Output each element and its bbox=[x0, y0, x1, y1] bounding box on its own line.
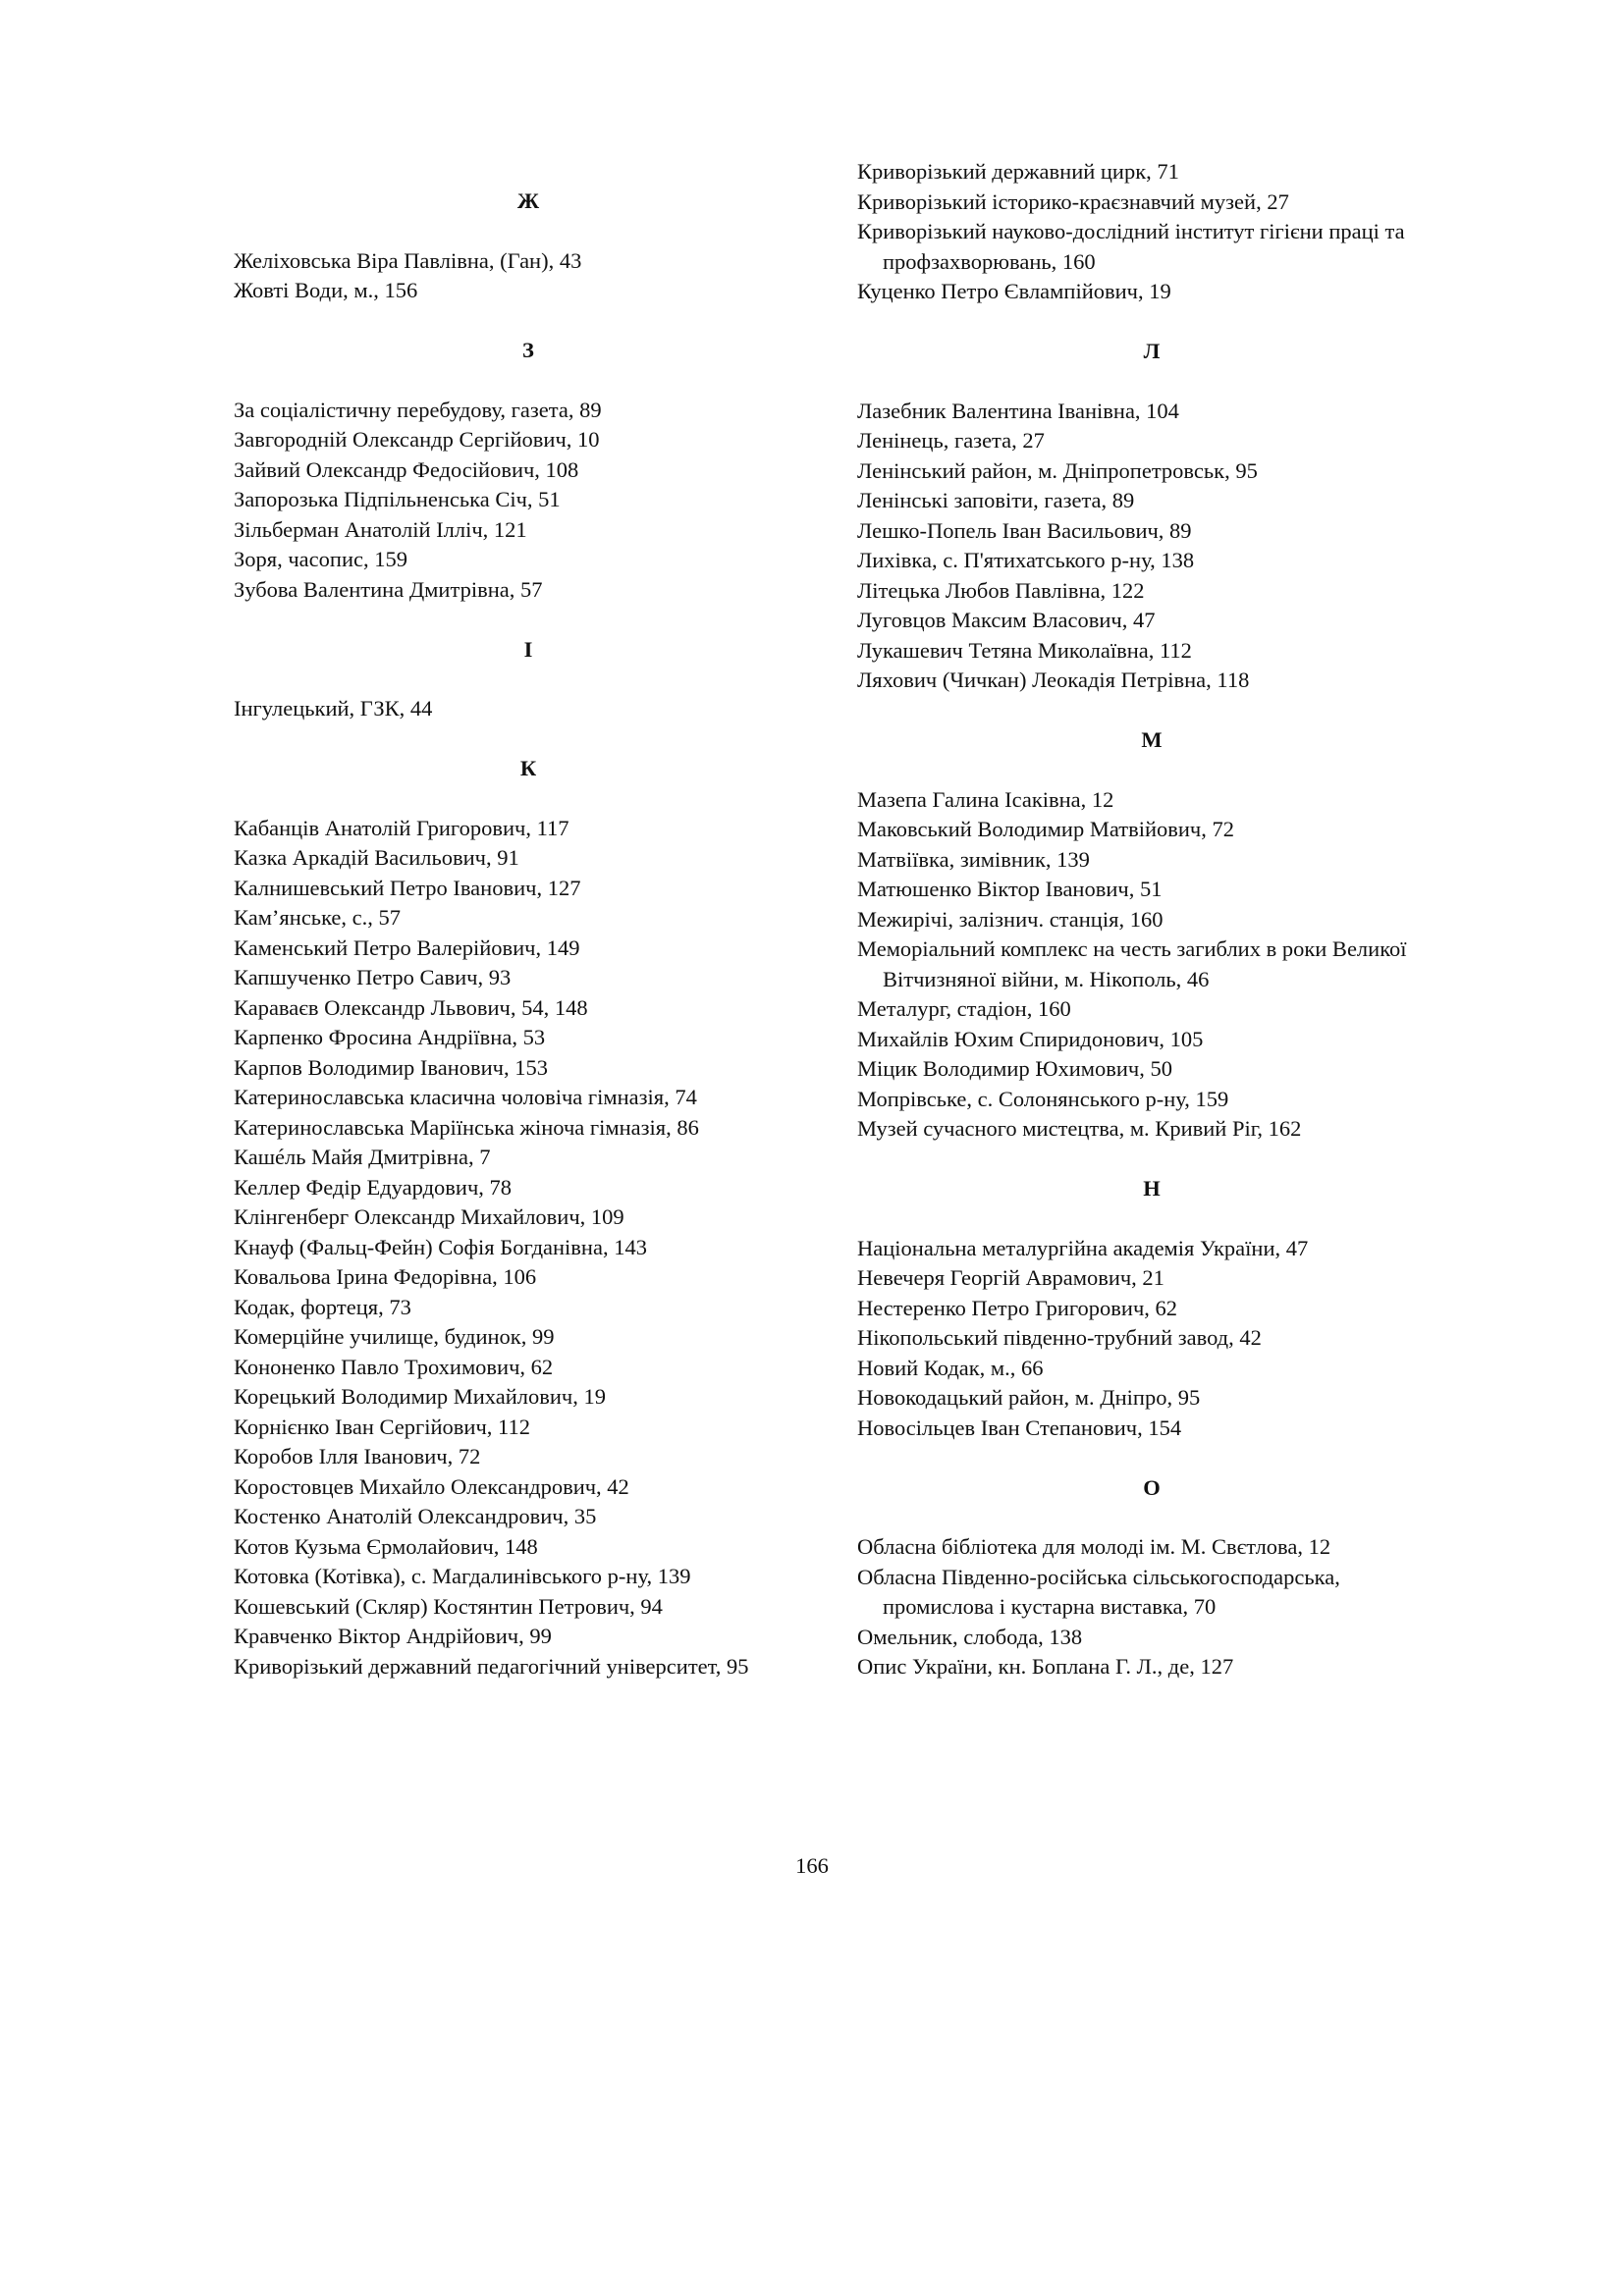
index-entry: Ковальова Ірина Федорівна, 106 bbox=[234, 1264, 537, 1289]
index-entry: Національна металургійна академія України, 47 bbox=[857, 1235, 1309, 1260]
index-entry: Каменський Петро Валерійович, 149 bbox=[234, 934, 580, 960]
index-entry: Корнієнко Іван Сергійович, 112 bbox=[234, 1414, 530, 1439]
index-entry: Лешко-Попель Іван Васильович, 89 bbox=[857, 517, 1192, 543]
index-entry: Катеринославська класична чоловіча гімназія, 74 bbox=[234, 1085, 697, 1109]
section-letter-heading: І bbox=[523, 636, 533, 662]
index-entry: Караваєв Олександр Львович, 54, 148 bbox=[234, 994, 588, 1020]
index-column-right bbox=[857, 157, 1446, 1712]
index-entry: Котовка (Котівка), с. Магдалинівського р-ну, 139 bbox=[234, 1564, 691, 1588]
index-entry: Нестеренко Петро Григорович, 62 bbox=[857, 1295, 1178, 1320]
index-entry: Опис України, кн. Боплана Г. Л., де, 127 bbox=[857, 1654, 1234, 1679]
page-number: 166 bbox=[795, 1853, 829, 1878]
index-entry: Меморіальний комплекс на честь загиблих в роки Великої Вітчизняної війни, м. Нікополь, 46 bbox=[857, 936, 1407, 991]
index-entry: Казка Аркадій Васильович, 91 bbox=[234, 845, 519, 870]
index-entry: Коробов Ілля Іванович, 72 bbox=[234, 1444, 481, 1468]
index-entry: Луговцов Максим Власович, 47 bbox=[857, 608, 1156, 632]
index-entry: Клінгенберг Олександр Михайлович, 109 bbox=[234, 1204, 624, 1229]
index-column-left bbox=[234, 187, 823, 1712]
index-entry: Карпов Володимир Іванович, 153 bbox=[234, 1054, 548, 1080]
index-entry-list bbox=[857, 1234, 1446, 1444]
index-entry: Зоря, часопис, 159 bbox=[234, 547, 407, 571]
index-entry: Калнишевський Петро Іванович, 127 bbox=[234, 875, 581, 900]
index-entry: Інгулецький, ГЗК, 44 bbox=[234, 696, 433, 721]
index-entry: Криворізький державний педагогічний університет, 95 bbox=[234, 1653, 749, 1679]
index-entry-list bbox=[234, 694, 823, 724]
index-entry: Ленінець, газета, 27 bbox=[857, 428, 1045, 453]
section-letter-heading: О bbox=[1143, 1474, 1161, 1500]
index-entry: Михайлів Юхим Спиридонович, 105 bbox=[857, 1026, 1204, 1051]
index-entry: Комерційне училище, будинок, 99 bbox=[234, 1324, 555, 1349]
index-entry-list bbox=[857, 785, 1446, 1145]
index-entry-list bbox=[857, 397, 1446, 696]
index-entry: Нікопольський південно-трубний завод, 42 bbox=[857, 1325, 1262, 1350]
index-entry: Маковський Володимир Матвійович, 72 bbox=[857, 817, 1234, 841]
index-entry: Куценко Петро Євлампійович, 19 bbox=[857, 279, 1171, 303]
index-entry: Новий Кодак, м., 66 bbox=[857, 1355, 1044, 1380]
index-entry: Невечеря Георгій Аврамович, 21 bbox=[857, 1265, 1164, 1290]
index-entry: Літецька Любов Павлівна, 122 bbox=[857, 577, 1145, 603]
index-entry: Лазебник Валентина Іванівна, 104 bbox=[857, 398, 1179, 423]
index-entry: Мазепа Галина Ісаківна, 12 bbox=[857, 786, 1114, 812]
index-entry: Новосільцев Іван Степанович, 154 bbox=[857, 1415, 1182, 1440]
index-entry: Кабанців Анатолій Григорович, 117 bbox=[234, 815, 569, 840]
index-entry: Запорозька Підпільненська Січ, 51 bbox=[234, 487, 561, 511]
section-letter-heading: З bbox=[522, 338, 534, 362]
index-entry: Новокодацький район, м. Дніпро, 95 bbox=[857, 1385, 1201, 1410]
index-entry: Кодак, фортеця, 73 bbox=[234, 1294, 411, 1319]
index-entry: Кам’янське, с., 57 bbox=[234, 905, 402, 930]
index-entry: Лихівка, с. П'ятихатського р-ну, 138 bbox=[857, 548, 1195, 572]
index-entry: Завгородній Олександр Сергійович, 10 bbox=[234, 427, 600, 452]
index-entry: Лукашевич Тетяна Миколаївна, 112 bbox=[857, 637, 1192, 663]
index-entry: Криворізький історико-краєзнавчий музей, 27 bbox=[857, 188, 1289, 214]
index-entry: Металург, стадіон, 160 bbox=[857, 996, 1071, 1021]
index-entry: Криворізький державний цирк, 71 bbox=[857, 159, 1179, 184]
index-entry: Желіховська Віра Павлівна, (Ган), 43 bbox=[234, 247, 582, 273]
index-entry: Ляхович (Чичкан) Леокадія Петрівна, 118 bbox=[857, 667, 1250, 692]
index-entry-list bbox=[234, 246, 823, 306]
index-entry-list bbox=[857, 157, 1446, 307]
index-entry: Келлер Федір Едуардович, 78 bbox=[234, 1174, 513, 1200]
index-entry: Кононенко Павло Трохимович, 62 bbox=[234, 1354, 554, 1379]
index-entry: Матюшенко Віктор Іванович, 51 bbox=[857, 877, 1163, 901]
index-entry: Кнауф (Фальц-Фейн) Софія Богданівна, 143 bbox=[234, 1234, 647, 1259]
index-entry: Зубова Валентина Дмитрівна, 57 bbox=[234, 576, 543, 602]
index-entry: Ленінські заповіти, газета, 89 bbox=[857, 488, 1135, 512]
index-entry: Жовті Води, м., 156 bbox=[234, 278, 418, 302]
index-entry: Межирічі, залізнич. станція, 160 bbox=[857, 906, 1164, 932]
index-entry: Криворізький науково-дослідний інститут гігієни праці та профзахворювань, 160 bbox=[857, 219, 1405, 274]
index-entry: Матвіївка, зимівник, 139 bbox=[857, 846, 1090, 872]
index-entry: За соціалістичну перебудову, газета, 89 bbox=[234, 397, 602, 422]
index-entry: Катеринославська Маріїнська жіноча гімназія, 86 bbox=[234, 1114, 699, 1140]
section-letter-heading: Ж bbox=[516, 188, 540, 213]
index-entry: Міцик Володимир Юхимович, 50 bbox=[857, 1056, 1172, 1081]
index-entry: Ленінський район, м. Дніпропетровськ, 95 bbox=[857, 457, 1258, 483]
section-letter-heading: Н bbox=[1143, 1176, 1161, 1201]
index-entry: Омельник, слобода, 138 bbox=[857, 1624, 1083, 1649]
index-entry: Кравченко Віктор Андрійович, 99 bbox=[234, 1624, 552, 1648]
index-entry: Коростовцев Михайло Олександрович, 42 bbox=[234, 1473, 629, 1499]
index-entry: Зайвий Олександр Федосійович, 108 bbox=[234, 456, 579, 482]
index-entry: Мопрівське, с. Солонянського р-ну, 159 bbox=[857, 1086, 1229, 1111]
index-entry: Котов Кузьма Єрмолайович, 148 bbox=[234, 1533, 538, 1559]
section-letter-heading: К bbox=[519, 756, 537, 780]
index-entry: Зільберман Анатолій Ілліч, 121 bbox=[234, 516, 527, 542]
index-entry: Музей сучасного мистецтва, м. Кривий Ріг, 162 bbox=[857, 1116, 1302, 1141]
index-entry-list bbox=[234, 814, 823, 1682]
index-entry: Карпенко Фросина Андріївна, 53 bbox=[234, 1025, 546, 1049]
index-entry: Обласна бібліотека для молоді ім. М. Свєтлова, 12 bbox=[857, 1534, 1331, 1559]
section-letter-heading: Л bbox=[1143, 339, 1161, 363]
index-entry: Обласна Південно-російська сільськогосподарська, промислова і кустарна виставка, 70 bbox=[857, 1564, 1340, 1619]
index-entry-list bbox=[857, 1532, 1446, 1682]
index-entry: Костенко Анатолій Олександрович, 35 bbox=[234, 1504, 597, 1528]
index-entry: Кашéль Майя Дмитрівна, 7 bbox=[234, 1145, 491, 1169]
section-letter-heading: М bbox=[1141, 727, 1163, 752]
index-entry-list bbox=[234, 396, 823, 606]
index-entry: Кошевський (Скляр) Костянтин Петрович, 94 bbox=[234, 1593, 663, 1619]
index-entry: Корецький Володимир Михайлович, 19 bbox=[234, 1384, 606, 1409]
index-entry: Капшученко Петро Савич, 93 bbox=[234, 965, 512, 989]
